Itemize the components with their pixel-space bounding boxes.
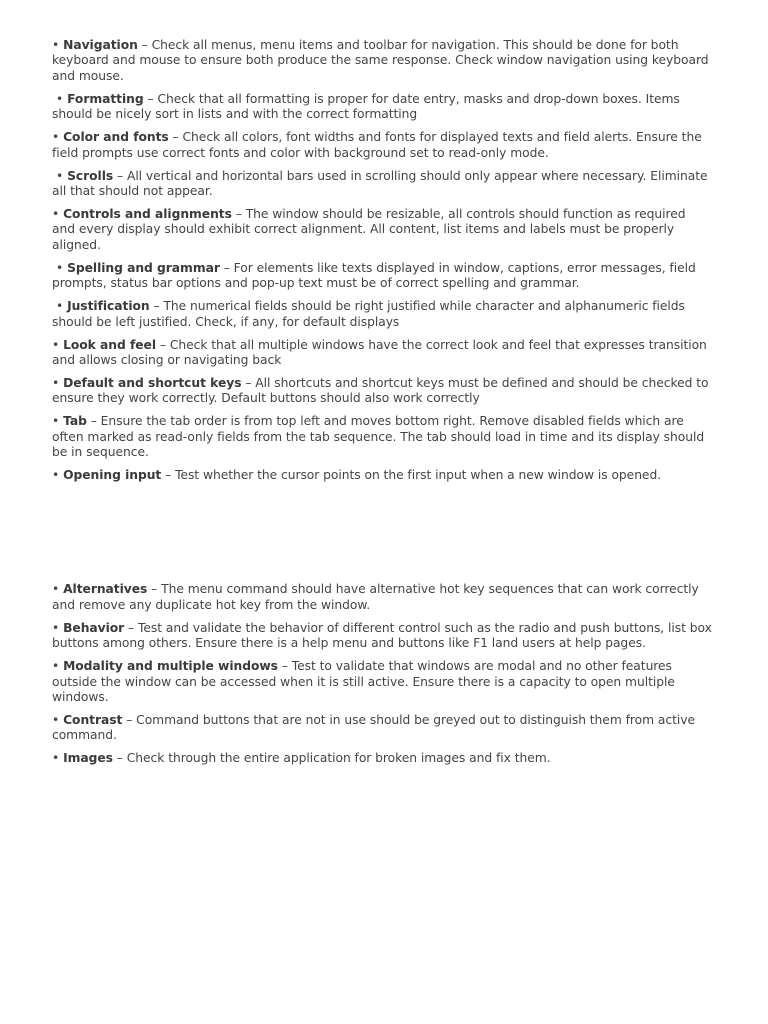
list-item [52,376,712,407]
item-text: – Check that all multiple windows have the correct look and feel that expresses transition and allows closing or navigating back [52,337,707,368]
list-item [52,38,712,84]
bullet-icon: • [52,376,60,391]
bullet-icon: • [52,130,60,145]
list-item [52,621,712,652]
item-title: Spelling and grammar [67,260,220,275]
bullet-icon: • [52,751,60,766]
item-text: – The menu command should have alternative hot key sequences that can work correctly and remove any duplicate hot key from the window. [52,582,699,612]
item-text: – Test whether the cursor points on the first input when a new window is opened. [161,468,662,483]
list-item [52,130,712,161]
item-text: – Check that all formatting is proper for date entry, masks and drop-down boxes. Items should be nicely sort in lists and with the correct formatting [52,91,680,122]
item-text: – Check all menus, menu items and toolbar for navigation. This should be done for both keyboard and mouse to ensure both produce the same response. Check window navigation using keyboard and mouse. [52,38,709,83]
bullet-icon: • [52,337,60,352]
checklist-section-2 [52,582,712,766]
item-text: – The numerical fields should be right justified while character and alphanumeric fields should be left justified. Check, if any, for default displays [52,299,685,329]
section-gap [52,491,712,582]
item-title: Navigation [63,38,138,52]
list-item [52,207,712,253]
bullet-icon: • [52,712,60,727]
bullet-icon: • [52,659,60,674]
list-item [52,659,712,705]
checklist-section-1 [52,38,712,484]
list-item [52,582,712,613]
list-item [52,751,712,766]
item-title: Default and shortcut keys [63,376,242,391]
item-text: – All shortcuts and shortcut keys must be defined and should be checked to ensure they work correctly. Default buttons should also work correctly [52,376,709,406]
bullet-icon: • [52,620,60,635]
bullet-icon: • [52,582,60,597]
item-text: – Check all colors, font widths and fonts for displayed texts and field alerts. Ensure the field prompts use correct fonts and color with background set to read-only mode. [52,130,702,160]
list-item [52,261,712,292]
bullet-icon: • [56,91,64,106]
bullet-icon: • [52,38,60,52]
bullet-icon: • [56,168,64,183]
item-text: – Ensure the tab order is from top left and moves bottom right. Remove disabled fields which are often marked as read-only fields from the tab sequence. The tab should load in time and its display should be in sequence. [52,414,705,460]
item-title: Scrolls [67,168,114,183]
item-title: Color and fonts [63,130,169,145]
item-title: Behavior [63,620,125,635]
list-item [52,414,712,460]
list-item [52,713,712,744]
bullet-icon: • [56,260,64,275]
item-text: – Check through the entire application for broken images and fix them. [112,751,551,766]
bullet-icon: • [52,468,60,483]
item-text: – The window should be resizable, all controls should function as required and every display should exhibit correct alignment. All content, list items and labels must be properly aligned. [52,207,686,252]
bullet-icon: • [52,207,60,222]
list-item [52,468,712,483]
bullet-icon: • [56,299,64,314]
item-text: – All vertical and horizontal bars used in scrolling should only appear where necessary. Eliminate all that should not appear. [52,168,708,199]
item-text: – Test to validate that windows are modal and no other features outside the window can be accessed when it is still active. Ensure there is a capacity to open multiple windows. [52,659,675,704]
item-title: Formatting [67,91,144,106]
item-text: – Command buttons that are not in use should be greyed out to distinguish them from active command. [52,712,695,743]
bullet-icon: • [52,414,60,429]
item-text: – For elements like texts displayed in window, captions, error messages, field prompts, status bar options and pop-up text must be of correct spelling and grammar. [52,260,696,291]
item-title: Alternatives [63,582,148,597]
list-item [52,299,712,330]
list-item [52,338,712,369]
item-title: Justification [67,299,150,314]
item-title: Modality and multiple windows [63,659,278,674]
item-title: Contrast [63,712,123,727]
item-text: – Test and validate the behavior of different control such as the radio and push buttons, list box buttons among others. Ensure there is a help menu and buttons like F1 land users at help pages. [52,620,712,651]
list-item [52,169,712,200]
item-title: Look and feel [63,337,156,352]
item-title: Images [63,751,113,766]
item-title: Opening input [63,468,162,483]
document-page [52,38,712,774]
item-title: Controls and alignments [63,207,232,222]
item-title: Tab [63,414,87,429]
list-item [52,92,712,123]
